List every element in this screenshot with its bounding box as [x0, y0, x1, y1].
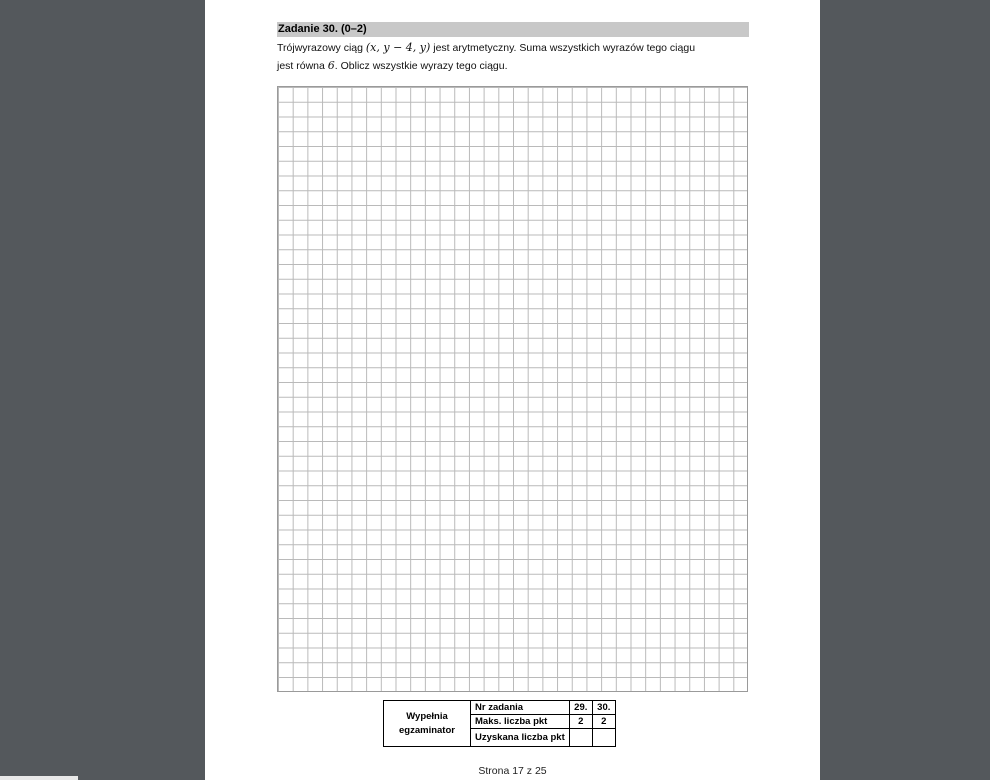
- task-text-line1-pre: Trójwyrazowy ciąg: [277, 42, 366, 54]
- answer-grid[interactable]: [277, 86, 748, 692]
- obtained-points-header: Uzyskana liczba pkt: [471, 729, 570, 747]
- task-number-cell: 29.: [569, 701, 592, 715]
- document-page: [205, 0, 820, 780]
- examiner-label-line1: Wypełnia: [406, 710, 448, 722]
- task-header: Zadanie 30. (0–2): [277, 22, 749, 37]
- page-number: Strona 17 z 25: [478, 765, 547, 777]
- task-number-cell: 30.: [592, 701, 615, 715]
- task-text-line2-pre: jest równa: [277, 60, 328, 72]
- task-number-header: Nr zadania: [471, 701, 570, 715]
- max-points-cell: 2: [569, 715, 592, 729]
- examiner-label-line2: egzaminator: [399, 724, 455, 736]
- task-text-line1-post: jest arytmetyczny. Suma wszystkich wyrazów tego ciągu: [430, 42, 696, 54]
- viewer-background: [0, 0, 205, 780]
- obtained-points-cell[interactable]: [592, 729, 615, 747]
- task-text-line2-post: . Oblicz wszystkie wyrazy tego ciągu.: [334, 60, 508, 72]
- obtained-points-cell[interactable]: [569, 729, 592, 747]
- max-points-header: Maks. liczba pkt: [471, 715, 570, 729]
- sequence-formula: (x, y − 4, y): [365, 41, 431, 54]
- examiner-label: [384, 701, 471, 747]
- viewer-scroll-strip: [0, 776, 78, 780]
- sum-value: 6: [327, 59, 335, 72]
- score-table: [383, 700, 616, 747]
- max-points-cell: 2: [592, 715, 615, 729]
- task-statement: [277, 39, 757, 75]
